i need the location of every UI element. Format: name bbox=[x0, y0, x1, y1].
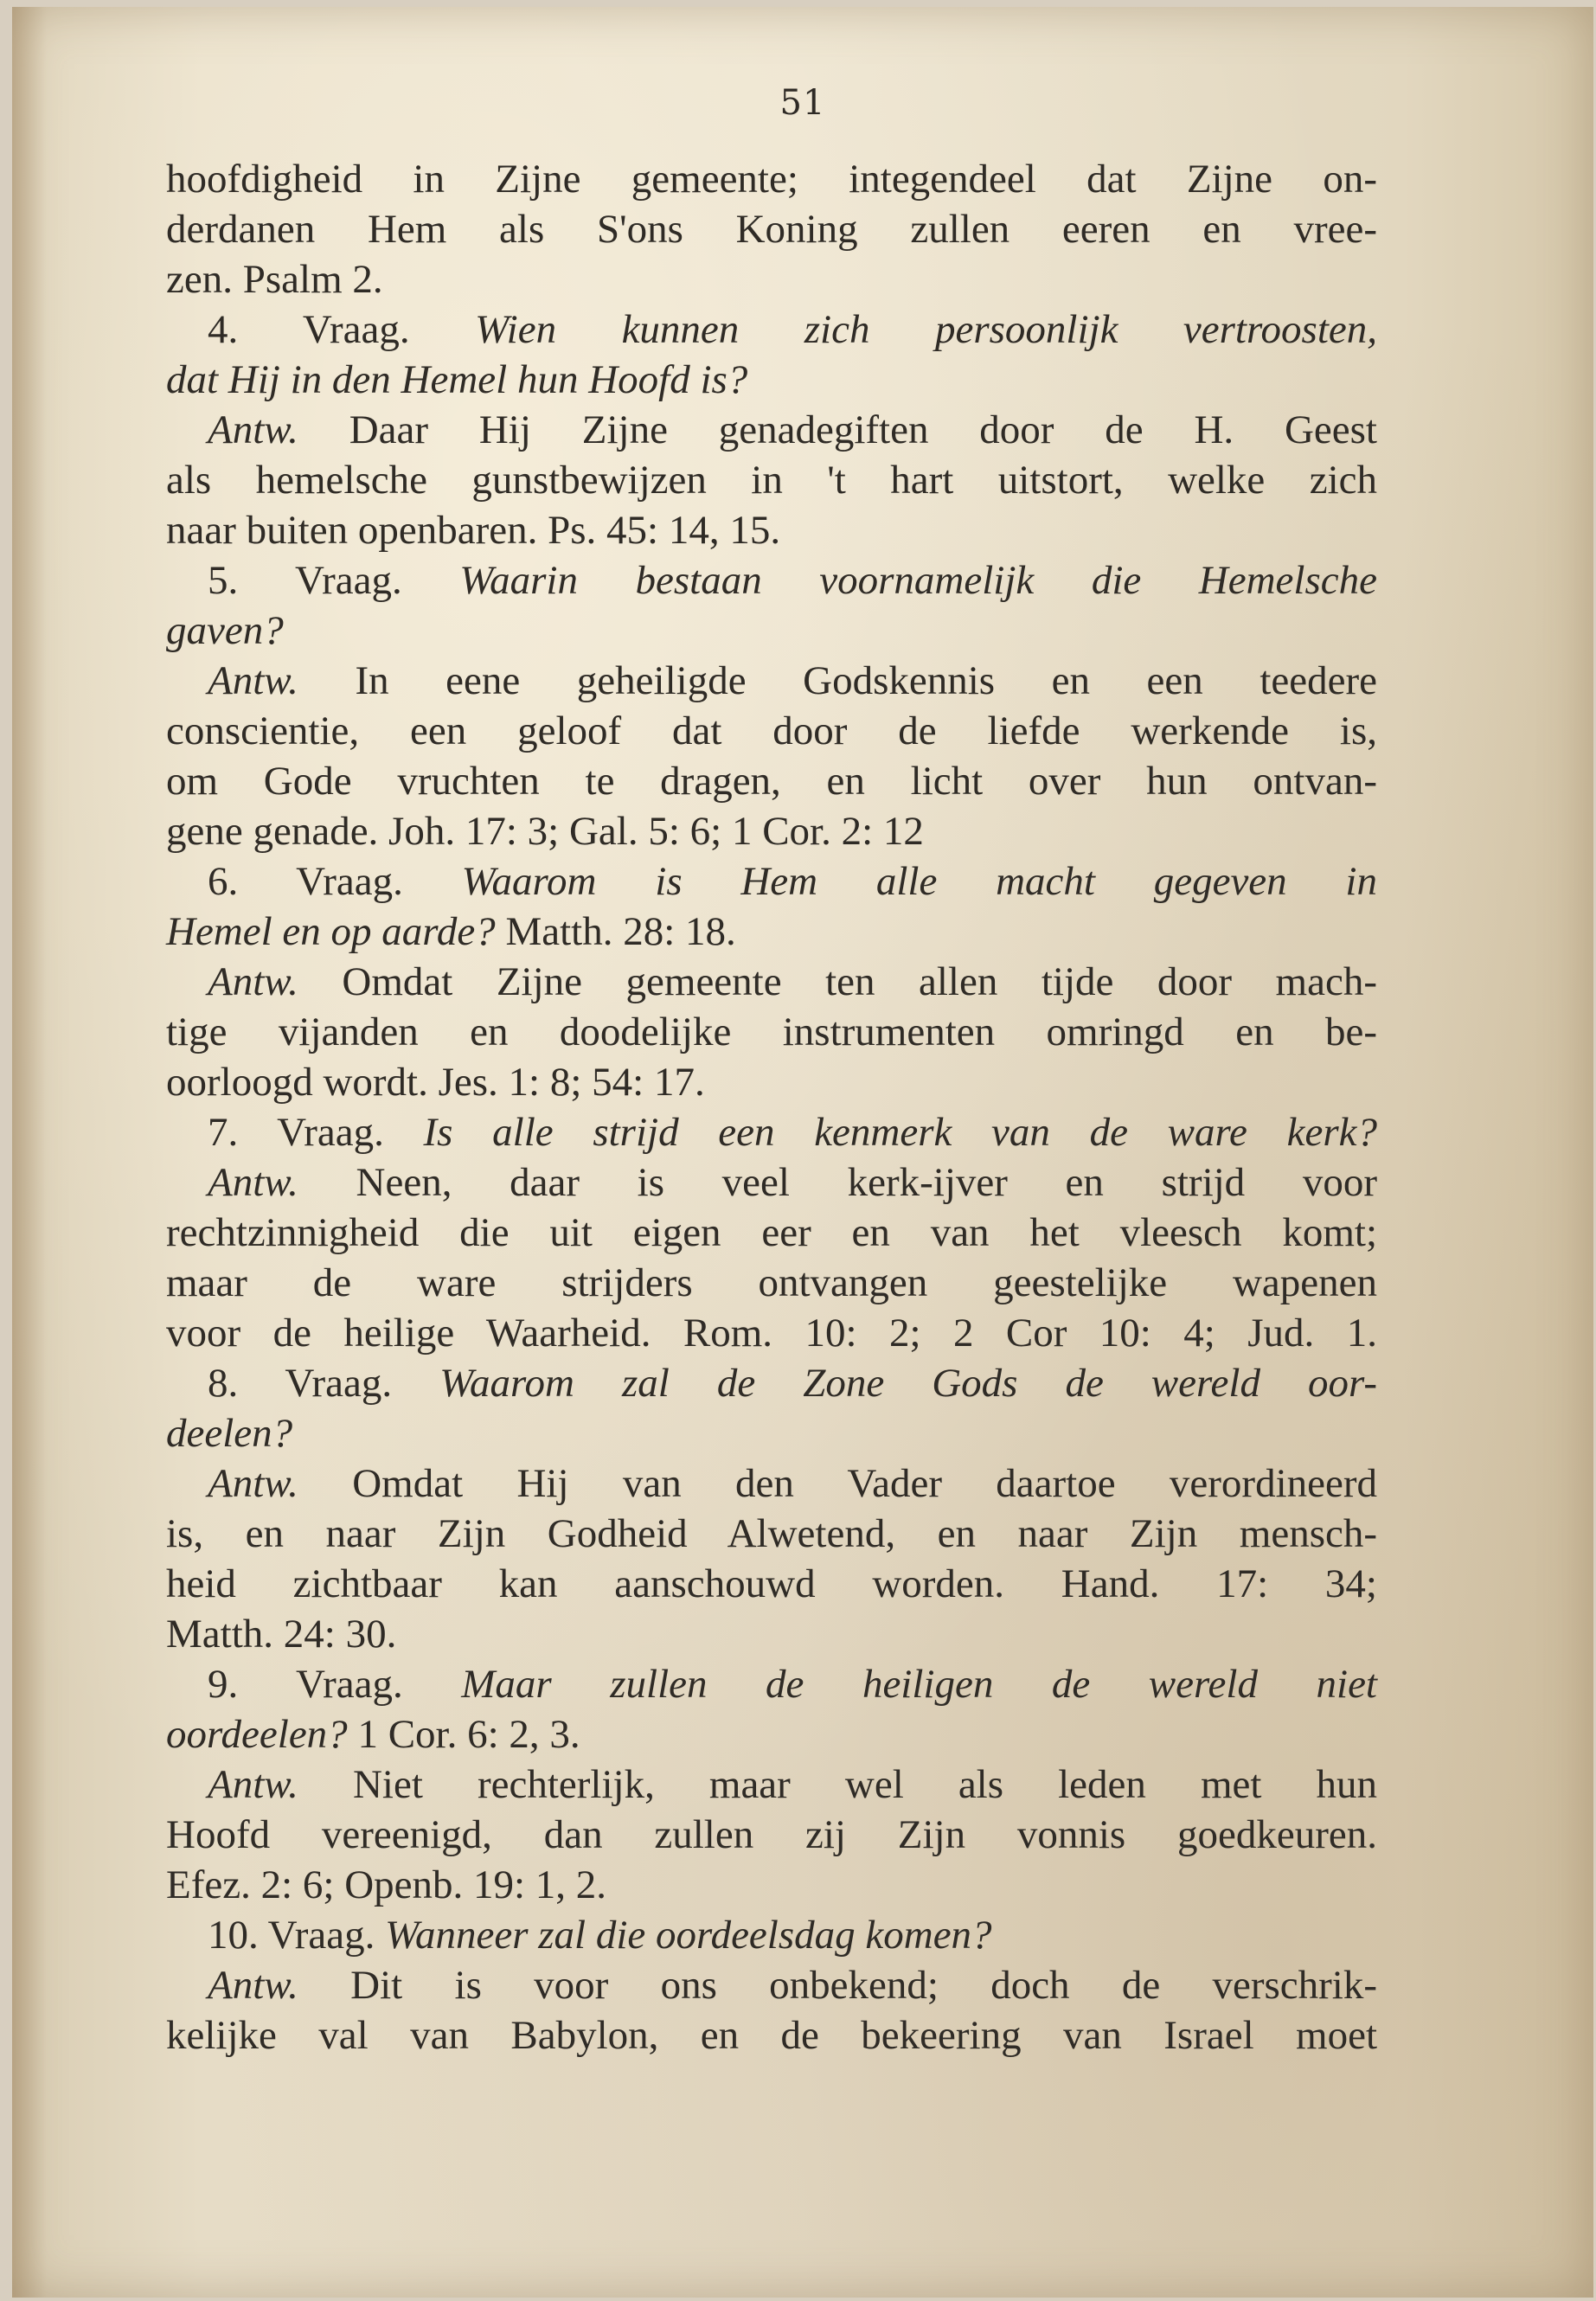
body-text: hoofdigheid in Zijne gemeente; integendeel dat Zijne on- bbox=[166, 157, 1377, 202]
body-text: Neen, daar is veel kerk-ijver en strijd voor bbox=[298, 1160, 1377, 1205]
body-text: 6. Vraag. bbox=[208, 859, 462, 904]
body-text: 1 Cor. 6: 2, 3. bbox=[347, 1712, 580, 1757]
body-text: Matth. 24: 30. bbox=[166, 1612, 397, 1657]
body-text: Daar Hij Zijne genadegiften door de H. Geest bbox=[298, 407, 1377, 452]
text-line bbox=[166, 656, 1377, 706]
body-text: Hoofd vereenigd, dan zullen zij Zijn vonnis goedkeuren. bbox=[166, 1812, 1377, 1857]
text-line bbox=[166, 154, 1377, 204]
body-text: als hemelsche gunstbewijzen in 't hart uitstort, welke zich bbox=[166, 458, 1377, 503]
page-number: 51 bbox=[779, 83, 826, 123]
body-text: om Gode vruchten te dragen, en licht over hun ontvan- bbox=[166, 759, 1377, 804]
text-line bbox=[166, 2010, 1377, 2061]
text-line bbox=[166, 405, 1377, 455]
body-text: 4. Vraag. bbox=[208, 307, 476, 352]
body-text: Dit is voor ons onbekend; doch de verschrik- bbox=[298, 1963, 1377, 2008]
text-line bbox=[166, 304, 1377, 355]
italic-text: Waarin bestaan voornamelijk die Hemelsche bbox=[459, 558, 1377, 603]
italic-text: Antw. bbox=[208, 658, 298, 703]
text-line bbox=[166, 1609, 1377, 1659]
text-line bbox=[166, 1810, 1377, 1860]
text-line bbox=[166, 1759, 1377, 1810]
body-text: Efez. 2: 6; Openb. 19: 1, 2. bbox=[166, 1862, 607, 1907]
italic-text: Antw. bbox=[208, 407, 298, 452]
text-line bbox=[166, 1057, 1377, 1107]
body-text: conscientie, een geloof dat door de liefde werkende is, bbox=[166, 708, 1377, 753]
body-text: heid zichtbaar kan aanschouwd worden. Hand. 17: 34; bbox=[166, 1561, 1377, 1606]
body-text: 5. Vraag. bbox=[208, 558, 460, 603]
body-text: In eene geheiligde Godskennis en een teedere bbox=[298, 658, 1377, 703]
text-line bbox=[166, 856, 1377, 907]
italic-text: Antw. bbox=[208, 1963, 298, 2008]
body-text: Omdat Hij van den Vader daartoe verordineerd bbox=[298, 1461, 1377, 1506]
text-line bbox=[166, 254, 1377, 304]
text-line bbox=[166, 907, 1377, 957]
body-text: naar buiten openbaren. Ps. 45: 14, 15. bbox=[166, 508, 781, 553]
italic-text: oordeelen? bbox=[166, 1712, 348, 1757]
body-text: zen. Psalm 2. bbox=[166, 257, 383, 302]
italic-text: Is alle strijd een kenmerk van de ware kerk? bbox=[423, 1110, 1377, 1155]
body-text: voor de heilige Waarheid. Rom. 10: 2; 2 Cor 10: 4; Jud. 1. bbox=[166, 1311, 1377, 1356]
book-page bbox=[12, 7, 1593, 2298]
italic-text: Waarom zal de Zone Gods de wereld oor- bbox=[439, 1361, 1377, 1406]
body-text: 8. Vraag. bbox=[208, 1361, 440, 1406]
text-line bbox=[166, 555, 1377, 606]
italic-text: Antw. bbox=[208, 1160, 298, 1205]
body-text: 7. Vraag. bbox=[208, 1110, 424, 1155]
text-line bbox=[166, 1007, 1377, 1057]
body-text: tige vijanden en doodelijke instrumenten omringd en be- bbox=[166, 1009, 1377, 1054]
body-text: kelijke val van Babylon, en de bekeering van Israel moet bbox=[166, 2013, 1377, 2058]
body-text: 10. Vraag. bbox=[208, 1913, 386, 1958]
italic-text: Wien kunnen zich persoonlijk vertroosten, bbox=[475, 307, 1377, 352]
italic-text: dat Hij in den Hemel hun Hoofd is? bbox=[166, 357, 748, 402]
text-line bbox=[166, 1910, 1377, 1960]
italic-text: Wanneer zal die oordeelsdag komen? bbox=[385, 1913, 992, 1958]
italic-text: gaven? bbox=[166, 608, 284, 653]
text-line bbox=[166, 355, 1377, 405]
body-text: maar de ware strijders ontvangen geestelijke wapenen bbox=[166, 1260, 1377, 1305]
text-line bbox=[166, 1960, 1377, 2010]
body-text: oorloogd wordt. Jes. 1: 8; 54: 17. bbox=[166, 1060, 705, 1105]
text-line bbox=[166, 606, 1377, 656]
text-line bbox=[166, 1258, 1377, 1308]
body-text: Niet rechterlijk, maar wel als leden met hun bbox=[298, 1762, 1377, 1807]
text-line bbox=[166, 1559, 1377, 1609]
text-line bbox=[166, 1107, 1377, 1157]
body-text: 9. Vraag. bbox=[208, 1662, 462, 1707]
body-text: Matth. 28: 18. bbox=[495, 909, 736, 954]
text-line bbox=[166, 204, 1377, 254]
text-line bbox=[166, 1458, 1377, 1509]
italic-text: Antw. bbox=[208, 1461, 298, 1506]
text-line bbox=[166, 1709, 1377, 1759]
body-text: is, en naar Zijn Godheid Alwetend, en naar Zijn mensch- bbox=[166, 1511, 1377, 1556]
text-line bbox=[166, 1308, 1377, 1358]
italic-text: Maar zullen de heiligen de wereld niet bbox=[461, 1662, 1377, 1707]
text-line bbox=[166, 706, 1377, 756]
page-text-body bbox=[166, 154, 1377, 2061]
text-line bbox=[166, 1860, 1377, 1910]
text-line bbox=[166, 756, 1377, 806]
text-line bbox=[166, 1208, 1377, 1258]
italic-text: deelen? bbox=[166, 1411, 293, 1456]
text-line bbox=[166, 957, 1377, 1007]
text-line bbox=[166, 1358, 1377, 1408]
body-text: rechtzinnigheid die uit eigen eer en van het vleesch komt; bbox=[166, 1210, 1377, 1255]
text-line bbox=[166, 1408, 1377, 1458]
text-line bbox=[166, 806, 1377, 856]
body-text: derdanen Hem als S'ons Koning zullen eeren en vree- bbox=[166, 207, 1377, 252]
text-line bbox=[166, 455, 1377, 505]
italic-text: Waarom is Hem alle macht gegeven in bbox=[461, 859, 1377, 904]
text-line bbox=[166, 1659, 1377, 1709]
text-line bbox=[166, 505, 1377, 555]
italic-text: Hemel en op aarde? bbox=[166, 909, 496, 954]
italic-text: Antw. bbox=[208, 1762, 298, 1807]
italic-text: Antw. bbox=[208, 959, 298, 1004]
page-edge-shadow bbox=[12, 7, 47, 2298]
body-text: Omdat Zijne gemeente ten allen tijde door mach- bbox=[298, 959, 1377, 1004]
text-line bbox=[166, 1157, 1377, 1208]
text-line bbox=[166, 1509, 1377, 1559]
body-text: gene genade. Joh. 17: 3; Gal. 5: 6; 1 Cor. 2: 12 bbox=[166, 809, 924, 854]
